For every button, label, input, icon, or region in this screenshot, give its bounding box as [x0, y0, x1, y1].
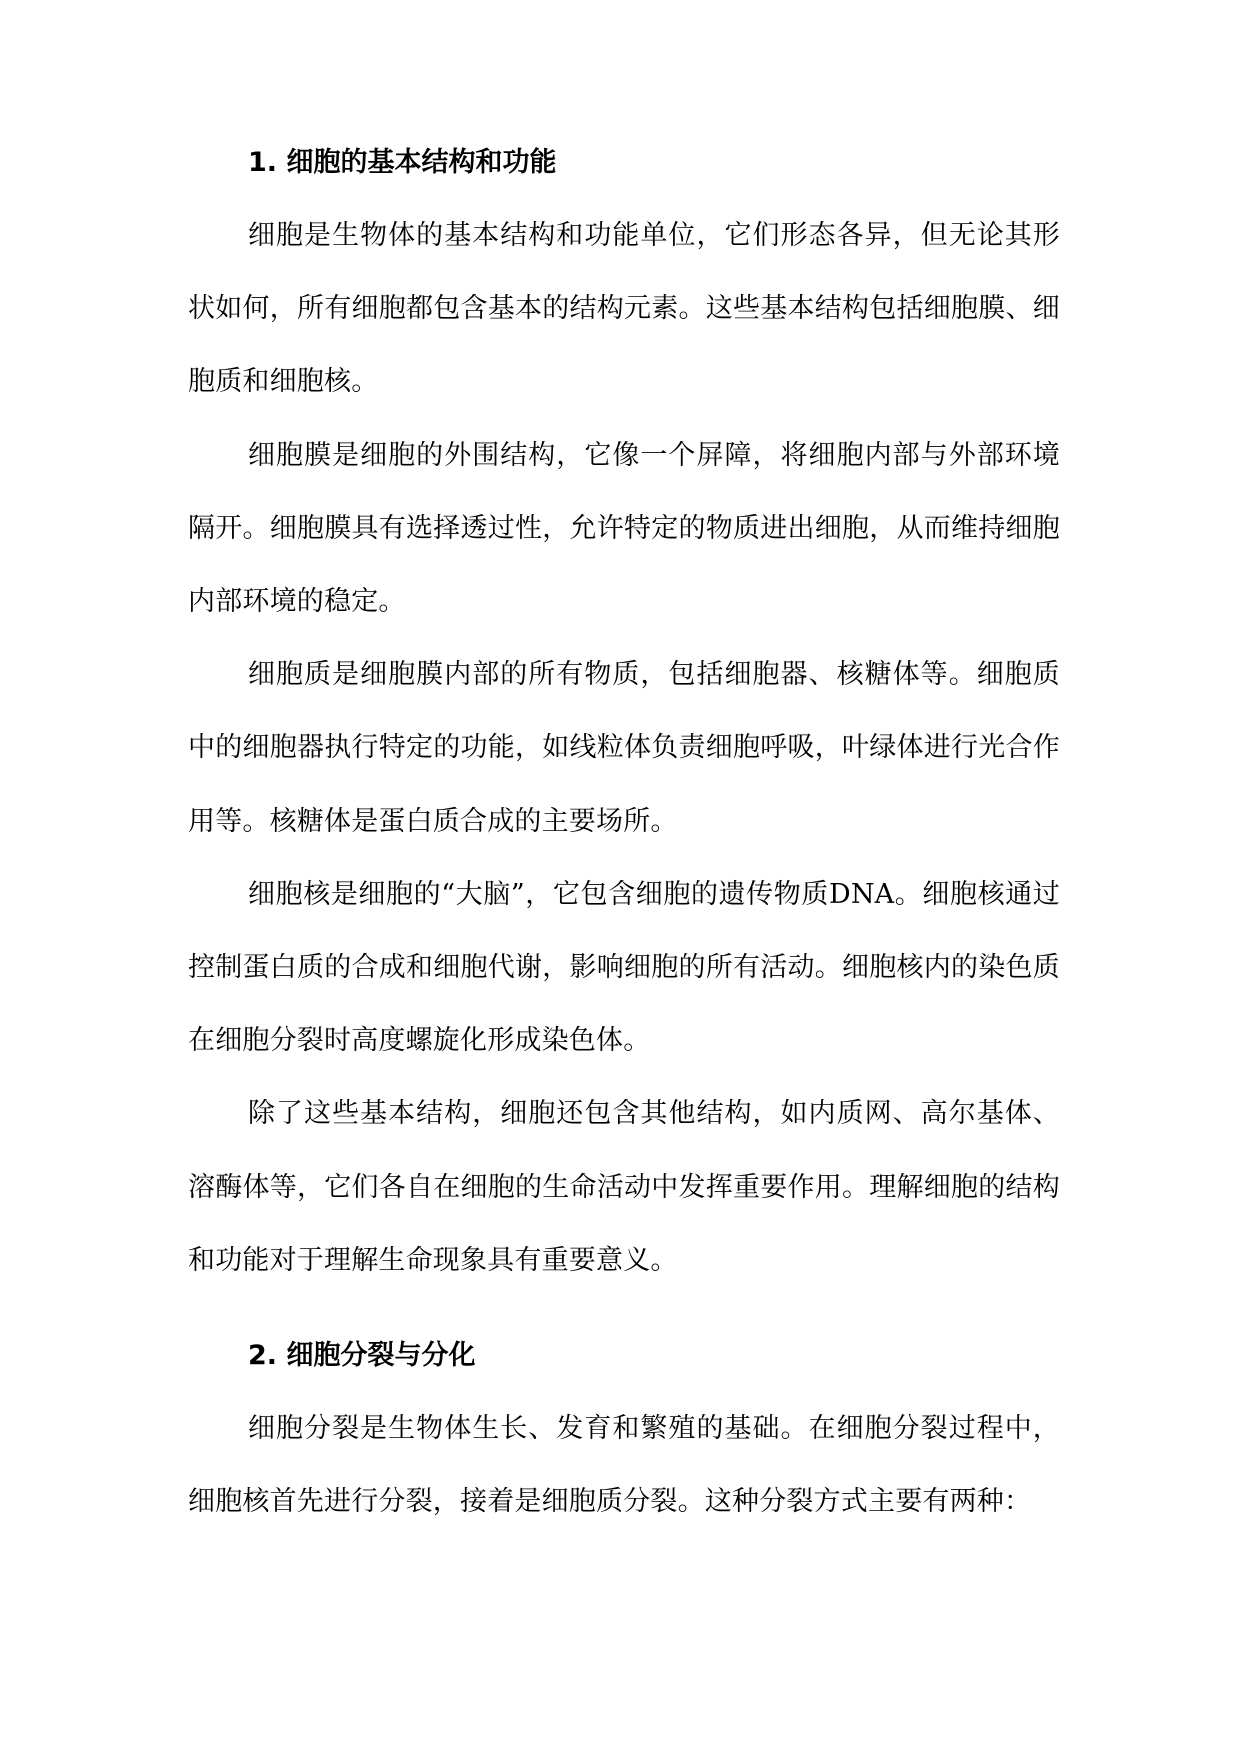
spacer	[188, 1297, 1060, 1333]
section-heading-1: 1. 细胞的基本结构和功能	[248, 147, 557, 178]
paragraph: 细胞质是细胞膜内部的所有物质，包括细胞器、核糖体等。细胞质中的细胞器执行特定的功能，如线粒体负责细胞呼吸，叶绿体进行光合作用等。核糖体是蛋白质合成的主要场所。	[188, 659, 1060, 837]
paragraph: 除了这些基本结构，细胞还包含其他结构，如内质网、高尔基体、溶酶体等，它们各自在细胞的生命活动中发挥重要作用。理解细胞的结构和功能对于理解生命现象具有重要意义。	[188, 1098, 1060, 1276]
paragraph: 细胞是生物体的基本结构和功能单位，它们形态各异，但无论其形状如何，所有细胞都包含基本的结构元素。这些基本结构包括细胞膜、细胞质和细胞核。	[188, 220, 1060, 398]
document-body	[188, 140, 1060, 1538]
section-heading-2: 2. 细胞分裂与分化	[248, 1340, 476, 1372]
paragraph: 细胞膜是细胞的外围结构，它像一个屏障，将细胞内部与外部环境隔开。细胞膜具有选择透过性，允许特定的物质进出细胞，从而维持细胞内部环境的稳定。	[188, 439, 1060, 618]
paragraph: 细胞分裂是生物体生长、发育和繁殖的基础。在细胞分裂过程中，细胞核首先进行分裂，接着是细胞质分裂。这种分裂方式主要有两种：	[188, 1413, 1060, 1518]
paragraph: 细胞核是细胞的“大脑”，它包含细胞的遗传物质DNA。细胞核通过控制蛋白质的合成和细胞代谢，影响细胞的所有活动。细胞核内的染色质在细胞分裂时高度螺旋化形成染色体。	[188, 878, 1060, 1057]
spacer	[188, 1378, 1060, 1392]
spacer	[188, 185, 1060, 199]
